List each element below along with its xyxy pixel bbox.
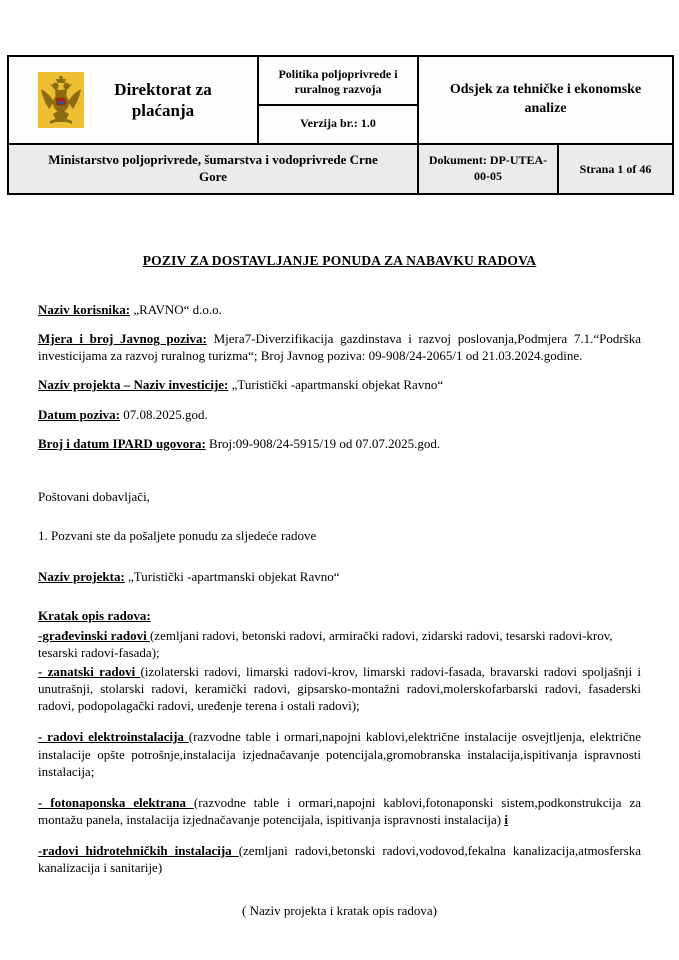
field-mjera-broj-poziva bbox=[38, 330, 641, 364]
work-text: (zemljani radovi, betonski radovi, armirački radovi, zidarski radovi, tesarski radovi-krov, tesarski radovi-fasada); bbox=[38, 627, 613, 660]
salutation: Poštovani dobavljači, bbox=[38, 488, 150, 504]
footer-note: ( Naziv projekta i kratak opis radova) bbox=[242, 903, 437, 919]
header-logo-cell bbox=[8, 56, 258, 144]
work-label: -radovi hidrotehničkih instalacija bbox=[38, 843, 239, 859]
work-suffix: i bbox=[504, 811, 508, 827]
work-text: (izolaterski radovi, limarski radovi-krov, limarski radovi-fasada, bravarski radovi spoljašnji i unutrašnji, stolarski radovi, keramički radovi, gipsarsko-montažni radovi,molerskofarbarski radovi, fasaderski radovi, podopolagački radovi, uređenje terena i ostali radovi); bbox=[38, 663, 642, 714]
work-text: (razvodne table i ormari,napojni kablovi,električne instalacije osvejtljenja, električne instalacije opšte potrošnje,instalacija izjednačavanje potencijala,gromobranska instalacija,ispitivanja ispravnosti instalacija; bbox=[38, 729, 641, 779]
field-label: Naziv projekta – Naziv investicije: bbox=[38, 377, 229, 393]
field-naziv-korisnika bbox=[38, 301, 641, 318]
project-name-line bbox=[38, 568, 641, 585]
field-naziv-projekta-investicije bbox=[38, 376, 641, 393]
field-datum-poziva bbox=[38, 406, 641, 423]
coat-of-arms-icon bbox=[38, 72, 84, 128]
field-label: Kratak opis radova: bbox=[38, 608, 151, 624]
version-label: Verzija br.: 1.0 bbox=[300, 116, 376, 130]
logo-wrap bbox=[13, 72, 253, 128]
field-label: Naziv projekta: bbox=[38, 569, 125, 585]
work-item-hidrotehnicke bbox=[38, 842, 641, 876]
document-body bbox=[0, 253, 679, 920]
work-item-zanatski bbox=[38, 663, 641, 714]
field-label: Naziv korisnika: bbox=[38, 302, 131, 317]
work-label: - fotonaponska elektrana bbox=[38, 794, 194, 810]
work-item-fotonaponska bbox=[38, 794, 641, 828]
work-item-elektroinstalacija bbox=[38, 728, 641, 779]
field-value: Broj:09-908/24-5915/19 od 07.07.2025.god. bbox=[205, 435, 441, 451]
header-policy-cell bbox=[258, 56, 418, 144]
work-item-gradjevinski bbox=[38, 627, 641, 661]
document-title: POZIV ZA DOSTAVLJANJE PONUDA ZA NABAVKU RADOVA bbox=[142, 253, 537, 268]
field-value: 07.08.2025.god. bbox=[119, 406, 208, 422]
work-text: (razvodne table i ormari,napojni kablovi,fotonaponski sistem,podkonstrukcija za montažu panela, instalacija izjednačavanje potencijala, ispitivanja ispravnosti instalacija) bbox=[38, 794, 641, 827]
field-value: „Turistički -apartmanski objekat Ravno“ bbox=[124, 569, 340, 585]
field-label: Mjera i broj Javnog poziva: bbox=[38, 331, 207, 347]
field-value: „RAVNO“ d.o.o. bbox=[130, 302, 222, 317]
field-ipard-ugovor bbox=[38, 435, 641, 452]
works-heading bbox=[38, 607, 641, 624]
field-label: Broj i datum IPARD ugovora: bbox=[38, 435, 206, 451]
field-label: Datum poziva: bbox=[38, 406, 120, 422]
document-number: Dokument: DP-UTEA-00-05 bbox=[418, 144, 558, 194]
directorate-title: Direktorat za plaćanja bbox=[114, 79, 212, 120]
work-label: - zanatski radovi bbox=[38, 663, 141, 679]
policy-title: Politika poljoprivrede i ruralnog razvoja bbox=[259, 59, 417, 106]
work-label: - radovi elektroinstalacija bbox=[38, 729, 189, 745]
work-label: -građevinski radovi bbox=[38, 627, 150, 643]
ministry-title: Ministarstvo poljoprivrede, šumarstva i vodoprivrede Crne Gore bbox=[8, 144, 418, 194]
list-item-1: 1. Pozvani ste da pošaljete ponudu za sljedeće radove bbox=[38, 528, 317, 544]
department-title: Odsjek za tehničke i ekonomske analize bbox=[418, 56, 673, 144]
field-value: „Turistički -apartmanski objekat Ravno“ bbox=[228, 377, 444, 393]
page-number: Strana 1 of 46 bbox=[558, 144, 673, 194]
document-header-table bbox=[7, 55, 674, 195]
work-text: (zemljani radovi,betonski radovi,vodovod,fekalna kanalizacija,atmosferska kanalizacija i sanitarije) bbox=[38, 843, 641, 876]
field-value: Mjera7-Diverzifikacija gazdinstava i razvoj poslovanja,Podmjera 7.1.“Podrška investicijama za razvoj ruralnog turizma“; Broj Javnog poziva: 09-908/24-2065/1 od 21.03.2024.godine. bbox=[38, 331, 641, 364]
